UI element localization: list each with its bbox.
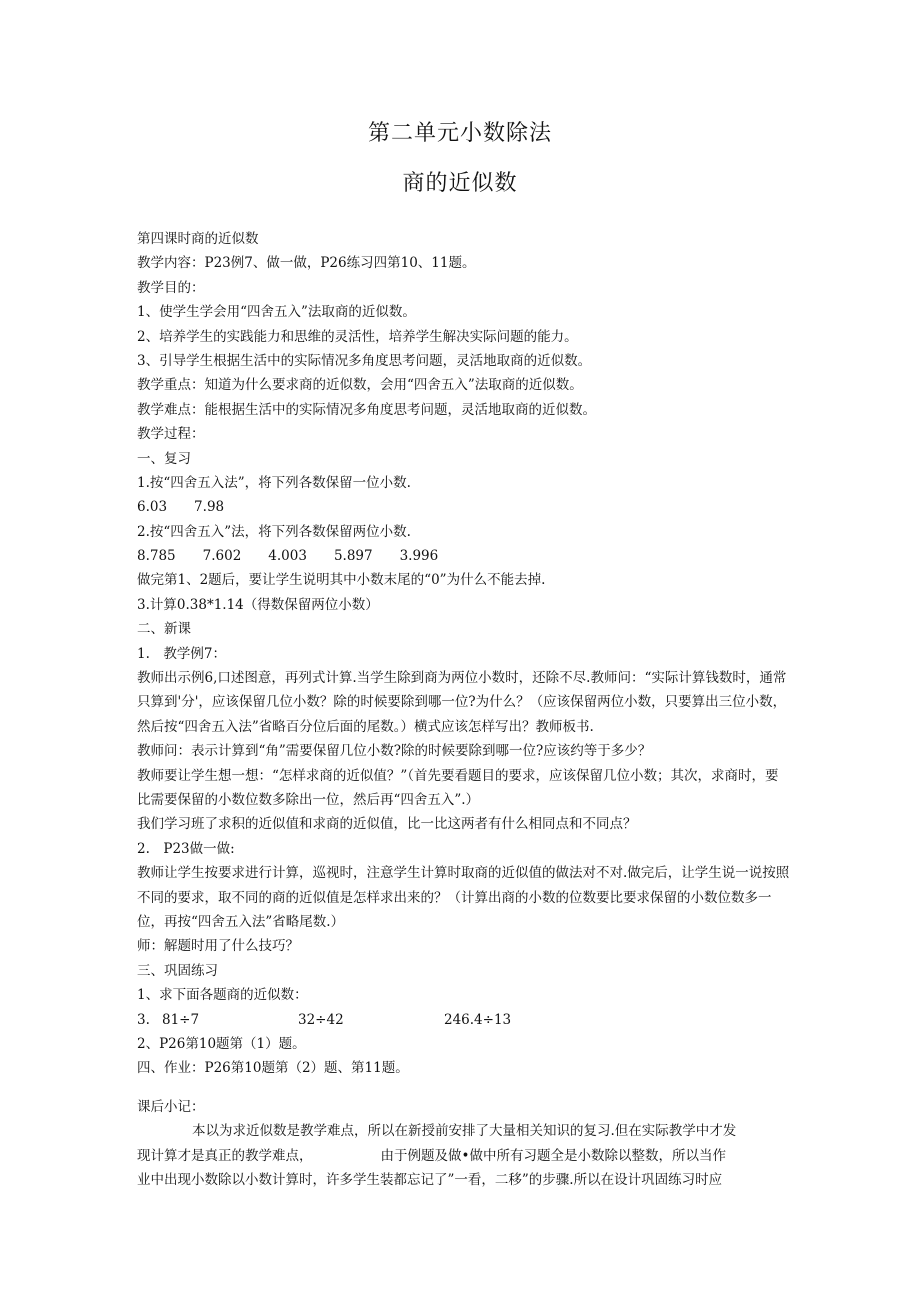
text-line: 3、引导学生根据生活中的实际情况多角度思考问题，灵活地取商的近似数。: [137, 352, 592, 369]
text-line: 我们学习班了求积的近似值和求商的近似值，比一比这两者有什么相同点和不同点？: [137, 816, 637, 833]
text-line: 2. P23做一做:: [137, 840, 235, 857]
section-heading: 四、作业：P26第10题第（2）题、第11题。: [137, 1060, 409, 1077]
section-heading: 一、复习: [137, 450, 191, 467]
text-line: 2、P26第10题第（1）题。: [137, 1036, 306, 1053]
number-list: 6.03 7.98: [137, 499, 225, 516]
section-heading: 二、新课: [137, 621, 191, 638]
text-line: 3.计算0.38*1.14（得数保留两位小数）: [137, 596, 379, 613]
text-line: 1.按“四舍五入法”，将下列各数保留一位小数.: [137, 474, 411, 491]
notes-line: 业中出现小数除以小数计算时，许多学生装都忘记了”一看，二移”的步骤.所以在设计巩固练习时应: [137, 1171, 723, 1188]
text-line: 教学重点：知道为什么要求商的近似数，会用“四舍五入”法取商的近似数。: [137, 377, 583, 394]
text-line: 1、使学生学会用“四舍五入”法取商的近似数。: [137, 304, 416, 321]
text-line: 教学过程：: [137, 426, 205, 443]
paragraph: 教师要让学生想一想：“怎样求商的近似值？”（首先要看题目的要求，应该保留几位小数；其次，求商时，要比需要保留的小数位数多除出一位，然后再“四舍五入”.）: [137, 767, 779, 809]
document-subtitle: 商的近似数: [402, 171, 518, 196]
notes-line: 本以为求近似数是教学难点，所以在新授前安排了大量相关知识的复习.但在实际教学中才发: [192, 1123, 737, 1140]
text-line: 教学目的：: [137, 279, 205, 296]
notes-segment: 现计算才是真正的教学难点，: [137, 1147, 313, 1164]
exercise-a: 81÷7: [162, 1011, 200, 1028]
document-body: [137, 227, 792, 1192]
text-line: 2、培养学生的实践能力和思维的灵活性，培养学生解决实际问题的能力。: [137, 328, 578, 345]
text-line: 做完第1、2题后，要让学生说明其中小数末尾的“0”为什么不能去掉.: [137, 572, 546, 589]
text-line: 1. 教学例7：: [137, 645, 226, 662]
section-heading: 三、巩固练习: [137, 962, 218, 979]
exercise-c: 246.4÷13: [444, 1011, 512, 1028]
exercise-number: 3.: [137, 1011, 150, 1028]
text-line: 第四课时商的近似数: [137, 231, 259, 247]
notes-line: [137, 1144, 792, 1168]
document-title: 第二单元小数除法: [367, 121, 552, 146]
paragraph: 教师让学生按要求进行计算，巡视时，注意学生计算时取商的近似值的做法对不对.做完后，让学生说一说按照不同的要求，取不同的商的近似值是怎样求出来的？（计算出商的小数的位数要比要求保留的小数位数多一位，再按“四舍五入法”省略尾数.）: [137, 865, 790, 931]
text-line: 1、求下面各题商的近似数：: [137, 987, 308, 1004]
text-line: 教师问：表示计算到“角”需要保留几位小数?除的时候要除到哪一位?应该约等于多少？: [137, 743, 652, 760]
number-list: 8.785 7.602 4.003 5.897 3.996: [137, 548, 439, 565]
paragraph: 教师出示例6,口述图意，再列式计算.当学生除到商为两位小数时，还除不尽.教师问：“实际计算钱数时，通常只算到'分'，应该保留几位小数？除的时候要除到哪一位?为什么？（应该保留两位小数，只要算出三位小数，然后按“四舍五入法”省略百分位后面的尾数。）横式应该怎样写出？教师板书.: [137, 670, 787, 735]
text-line: 教学内容：P23例7、做一做，P26练习四第10、11题。: [137, 255, 476, 272]
exercise-row: [137, 1008, 792, 1032]
exercise-b: 32÷42: [298, 1011, 344, 1028]
text-line: 教学难点：能根据生活中的实际情况多角度思考问题，灵活地取商的近似数。: [137, 401, 596, 418]
text-line: 2.按“四舍五入”法，将下列各数保留两位小数.: [137, 523, 411, 540]
notes-label: 课后小记：: [137, 1098, 205, 1115]
notes-segment: 由于例题及做•做中所有习题全是小数除以整数，所以当作: [380, 1147, 726, 1164]
text-line: 师：解题时用了什么技巧？: [137, 938, 299, 955]
